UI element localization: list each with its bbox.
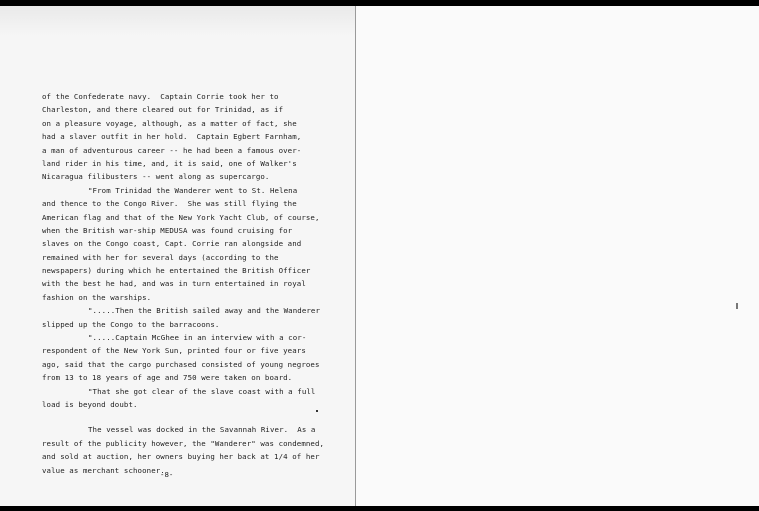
text-line: on a pleasure voyage, although, as a matter of fact, she	[42, 118, 297, 128]
typewritten-text-block	[42, 90, 342, 477]
page-number: -8-	[160, 470, 174, 479]
scan-edge-mark	[736, 303, 738, 309]
text-line: The vessel was docked in the Savannah River. As a	[88, 425, 316, 435]
text-line: Charleston, and there cleared out for Trinidad, as if	[42, 105, 284, 115]
text-line: slipped up the Congo to the barracoons.	[42, 319, 220, 329]
text-line: when the British war-ship MEDUSA was found cruising for	[42, 225, 293, 235]
text-line: ago, said that the cargo purchased consisted of young negroes	[42, 359, 320, 369]
text-line: American flag and that of the New York Yacht Club, of course,	[42, 212, 320, 222]
text-line: and sold at auction, her owners buying her back at 1/4 of her	[42, 452, 320, 462]
text-line: "That she got clear of the slave coast with a full	[88, 386, 316, 396]
text-line: ".....Then the British sailed away and the Wanderer	[88, 306, 321, 316]
text-line: value as merchant schooner.	[42, 465, 165, 475]
text-line: "From Trinidad the Wanderer went to St. Helena	[88, 185, 298, 195]
scan-speck	[316, 410, 318, 412]
text-line: remained with her for several days (according to the	[42, 252, 279, 262]
text-line: land rider in his time, and, it is said, one of Walker's	[42, 158, 297, 168]
text-line: respondent of the New York Sun, printed four or five years	[42, 346, 306, 356]
page-top-shadow	[0, 6, 355, 36]
text-line: result of the publicity however, the "Wanderer" was condemned,	[42, 438, 325, 448]
text-line: from 13 to 18 years of age and 750 were taken on board.	[42, 373, 293, 383]
text-line: newspapers) during which he entertained the British Officer	[42, 266, 311, 276]
text-line: ".....Captain McGhee in an interview with a cor-	[88, 333, 307, 343]
text-line: slaves on the Congo coast, Capt. Corrie ran alongside and	[42, 239, 302, 249]
text-line: with the best he had, and was in turn entertained in royal	[42, 279, 306, 289]
text-line: Nicaragua filibusters -- went along as supercargo.	[42, 172, 270, 182]
text-line: had a slaver outfit in her hold. Captain Egbert Farnham,	[42, 132, 302, 142]
text-line: fashion on the warships.	[42, 292, 152, 302]
text-line: a man of adventurous career -- he had been a famous over-	[42, 145, 302, 155]
paragraph-gap	[42, 411, 342, 423]
text-line: load is beyond doubt.	[42, 399, 138, 409]
text-line: of the Confederate navy. Captain Corrie took her to	[42, 92, 279, 101]
right-page-blank	[356, 6, 759, 506]
text-line: and thence to the Congo River. She was still flying the	[42, 199, 297, 209]
